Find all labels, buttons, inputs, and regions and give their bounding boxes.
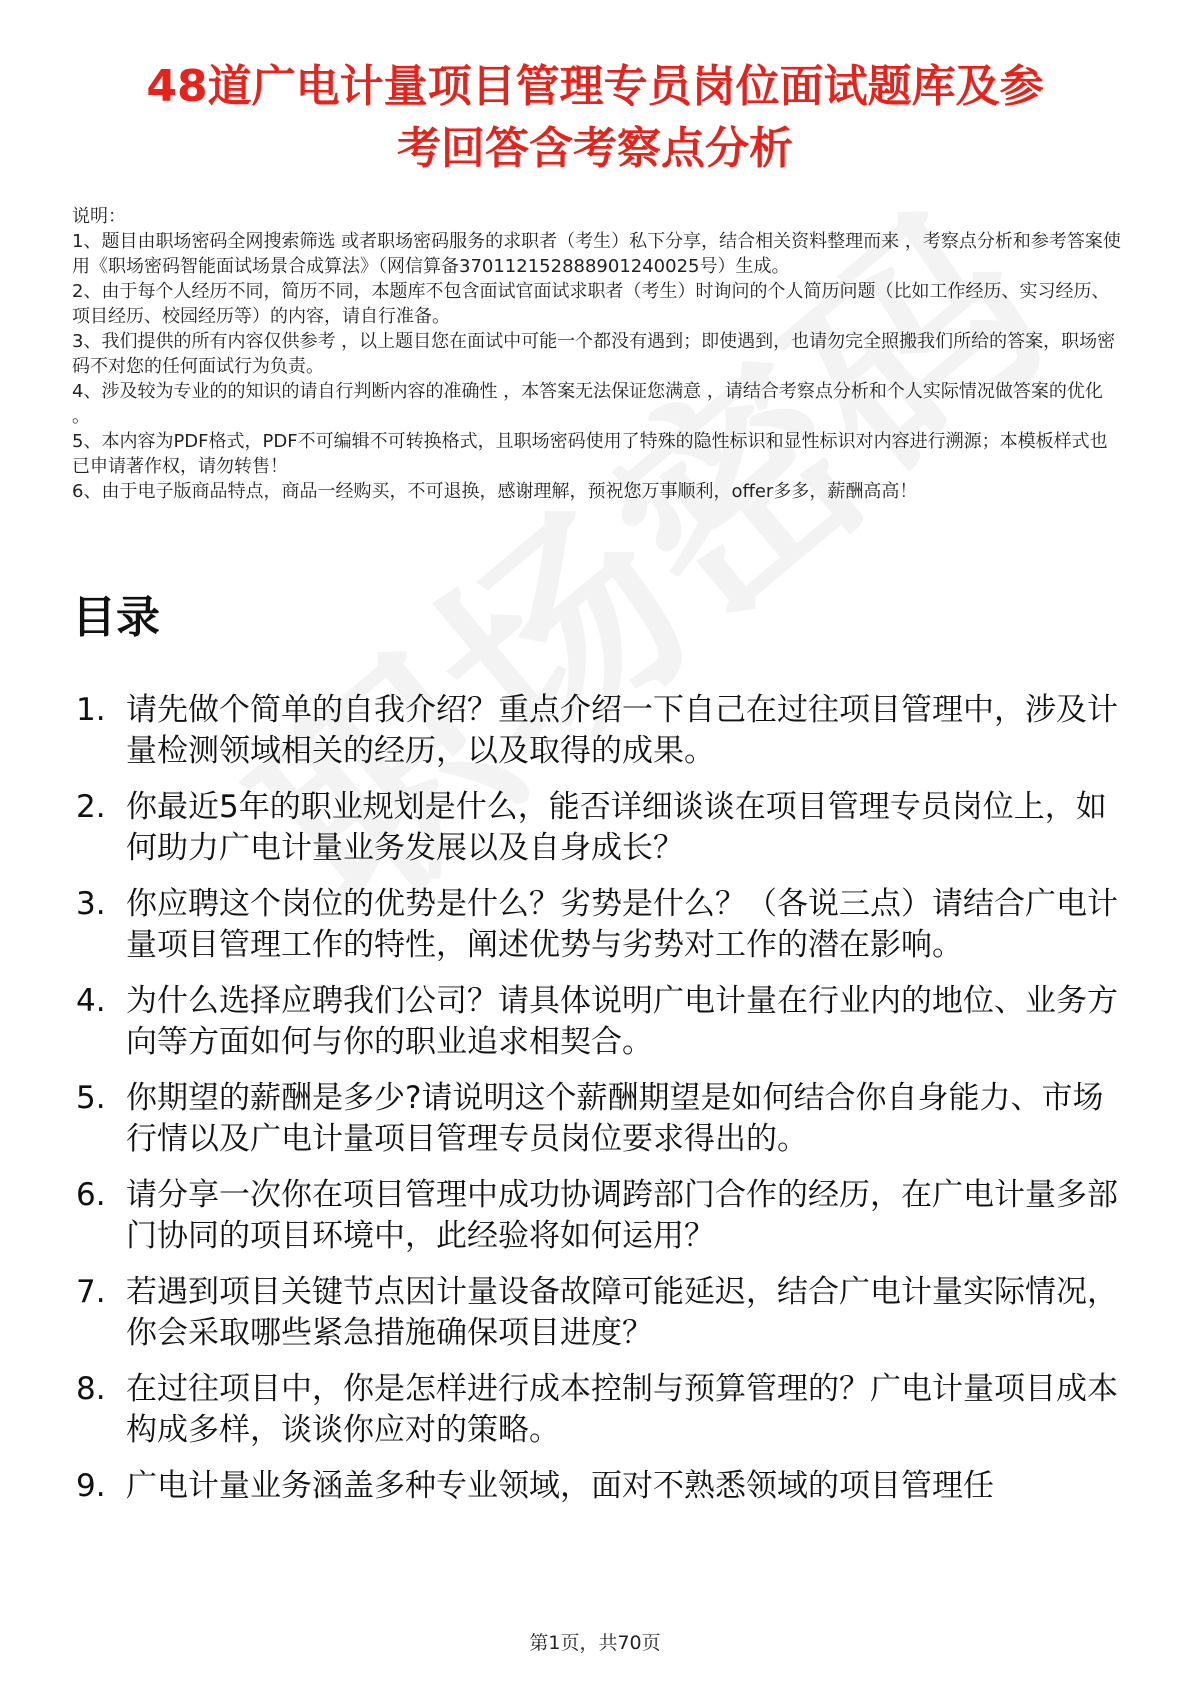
toc-item-3[interactable] bbox=[72, 884, 1132, 966]
toc-item-number: 4. bbox=[76, 983, 106, 1019]
notes-section bbox=[72, 204, 1122, 504]
toc-item-text: 请先做个简单的自我介绍？重点介绍一下自己在过往项目管理中，涉及计量检测领域相关的经历，以及取得的成果。 bbox=[126, 692, 1118, 769]
note-6: 6、由于电子版商品特点，商品一经购买，不可退换，感谢理解，预祝您万事顺利，offer多多，薪酬高高！ bbox=[72, 481, 918, 502]
toc-item-4[interactable] bbox=[72, 981, 1132, 1063]
title-line-2: 考回答含考察点分析 bbox=[397, 123, 793, 174]
note-3: 3、我们提供的所有内容仅供参考 ，以上题目您在面试中可能一个都没有遇到；即使遇到，也请勿完全照搬我们所给的答案，职场密码不对您的任何面试行为负责。 bbox=[72, 331, 1116, 377]
page-footer: 第1页，共70页 bbox=[529, 1632, 661, 1654]
note-2: 2、由于每个人经历不同，简历不同，本题库不包含面试官面试求职者（考生）时询问的个人简历问题（比如工作经历、实习经历、项目经历、校园经历等）的内容，请自行准备。 bbox=[72, 281, 1110, 327]
note-1: 1、题目由职场密码全网搜索筛选 或者职场密码服务的求职者（考生）私下分享，结合相关资料整理而来 ，考察点分析和参考答案使用《职场密码智能面试场景合成算法》（网信算备370112152888901240025号）生成。 bbox=[72, 231, 1121, 277]
toc-item-number: 6. bbox=[76, 1177, 106, 1213]
toc-item-text: 为什么选择应聘我们公司？请具体说明广电计量在行业内的地位、业务方向等方面如何与你的职业追求相契合。 bbox=[126, 983, 1118, 1060]
title-line-1: 48道广电计量项目管理专员岗位面试题库及参 bbox=[146, 61, 1044, 112]
toc-item-text: 广电计量业务涵盖多种专业领域，面对不熟悉领域的项目管理任 bbox=[126, 1468, 994, 1504]
toc-item-text: 若遇到项目关键节点因计量设备故障可能延迟，结合广电计量实际情况，你会采取哪些紧急措施确保项目进度？ bbox=[126, 1274, 1118, 1351]
toc-item-8[interactable] bbox=[72, 1369, 1132, 1451]
note-5: 5、本内容为PDF格式，PDF不可编辑不可转换格式，且职场密码使用了特殊的隐性标识和显性标识对内容进行溯源；本模板样式也已申请著作权，请勿转售！ bbox=[72, 431, 1108, 477]
toc-item-number: 3. bbox=[76, 886, 106, 922]
toc-item-number: 2. bbox=[76, 789, 106, 825]
document-title bbox=[60, 56, 1130, 180]
toc-item-9[interactable] bbox=[72, 1466, 1132, 1507]
note-4: 4、涉及较为专业的的知识的请自行判断内容的准确性 ，本答案无法保证您满意 ，请结合考察点分析和个人实际情况做答案的优化 。 bbox=[72, 381, 1103, 427]
toc-item-text: 你最近5年的职业规划是什么，能否详细谈谈在项目管理专员岗位上，如何助力广电计量业务发展以及自身成长？ bbox=[126, 789, 1107, 866]
toc-item-2[interactable] bbox=[72, 787, 1132, 869]
toc-item-text: 你期望的薪酬是多少?请说明这个薪酬期望是如何结合你自身能力、市场行情以及广电计量项目管理专员岗位要求得出的。 bbox=[126, 1080, 1104, 1157]
toc-item-1[interactable] bbox=[72, 690, 1132, 772]
toc-item-6[interactable] bbox=[72, 1175, 1132, 1257]
toc-item-number: 9. bbox=[76, 1468, 106, 1504]
toc-item-text: 你应聘这个岗位的优势是什么？劣势是什么？（各说三点）请结合广电计量项目管理工作的特性，阐述优势与劣势对工作的潜在影响。 bbox=[126, 886, 1118, 963]
toc-item-text: 在过往项目中，你是怎样进行成本控制与预算管理的？广电计量项目成本构成多样，谈谈你应对的策略。 bbox=[126, 1371, 1118, 1448]
notes-label: 说明： bbox=[72, 206, 126, 227]
toc-item-5[interactable] bbox=[72, 1078, 1132, 1160]
toc-item-number: 5. bbox=[76, 1080, 106, 1116]
toc-heading: 目录 bbox=[72, 592, 160, 643]
table-of-contents bbox=[72, 690, 1132, 1507]
toc-item-7[interactable] bbox=[72, 1272, 1132, 1354]
toc-item-number: 1. bbox=[76, 692, 106, 728]
toc-item-number: 7. bbox=[76, 1274, 106, 1310]
toc-item-number: 8. bbox=[76, 1371, 106, 1407]
toc-item-text: 请分享一次你在项目管理中成功协调跨部门合作的经历，在广电计量多部门协同的项目环境中，此经验将如何运用？ bbox=[126, 1177, 1118, 1254]
